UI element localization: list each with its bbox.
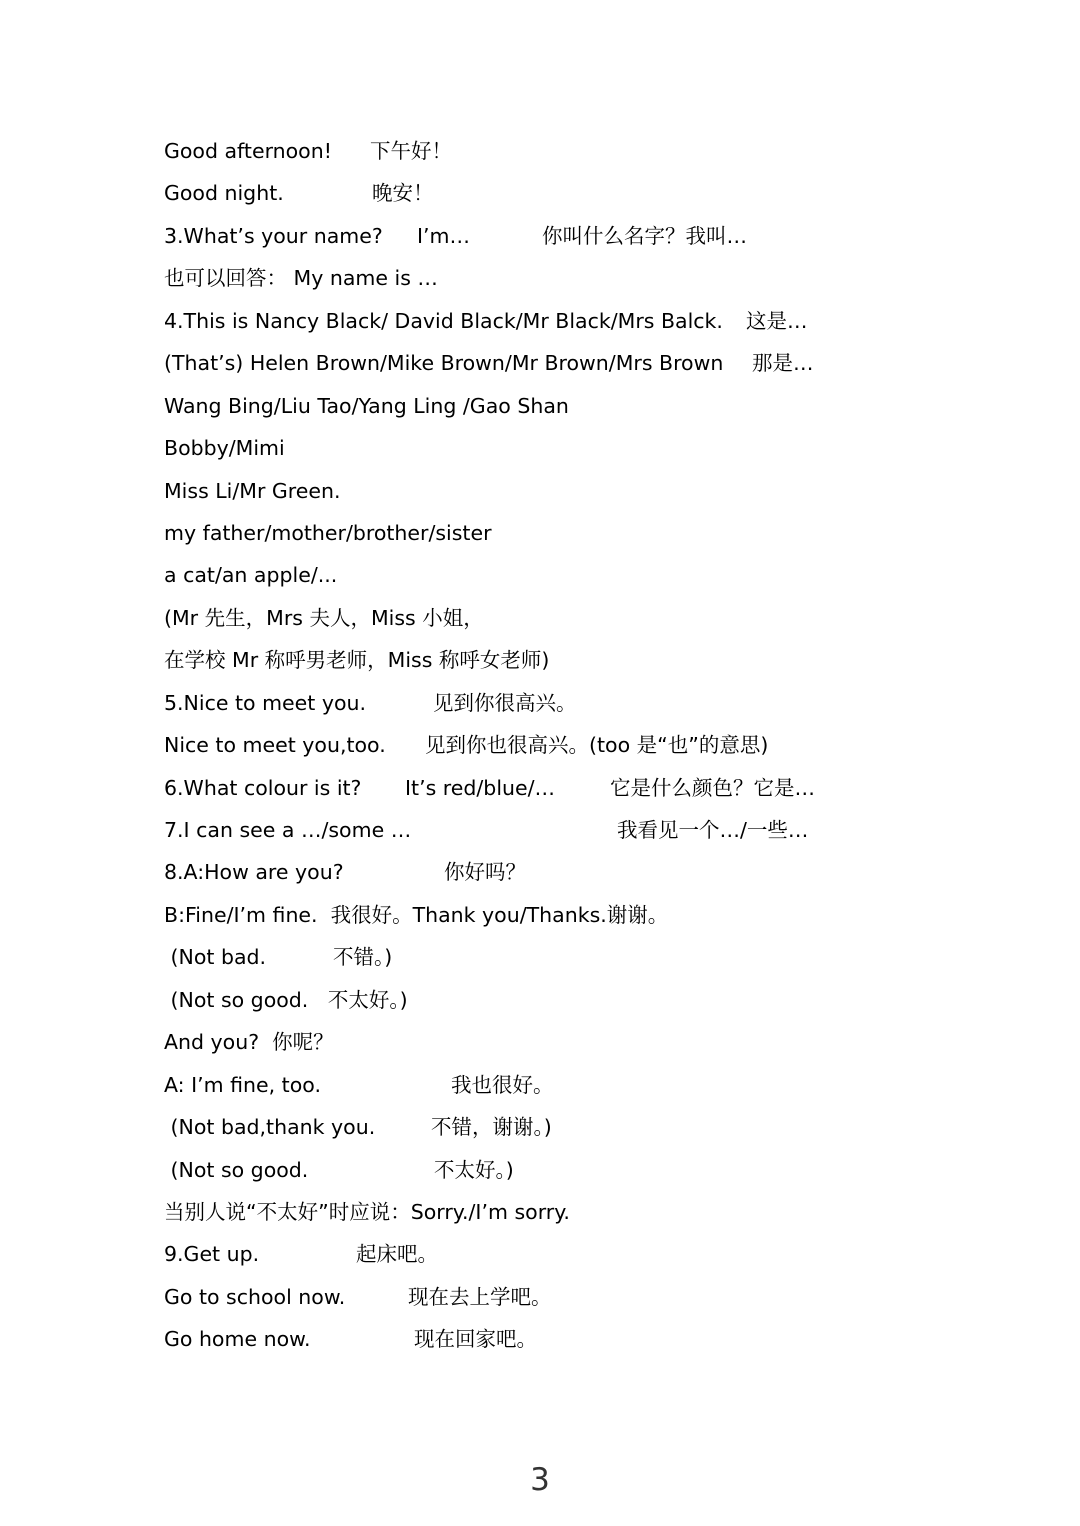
english-question: 8.A:How are you? bbox=[164, 860, 344, 885]
text-line bbox=[164, 851, 1004, 893]
text-line bbox=[164, 342, 1004, 384]
dialogue-answer: (Not bad,thank you. bbox=[164, 1115, 376, 1140]
dialogue-question: And you? 你呢？ bbox=[164, 1030, 334, 1055]
text-line bbox=[164, 215, 1004, 257]
chinese-translation: 你叫什么名字？我叫… bbox=[542, 223, 747, 248]
name-list: Wang Bing/Liu Tao/Yang Ling /Gao Shan bbox=[164, 393, 569, 418]
dialogue-answer: A: I’m fine, too. bbox=[164, 1072, 321, 1097]
chinese-translation: 我看见一个…/一些… bbox=[617, 818, 809, 842]
text-line bbox=[164, 1191, 1004, 1233]
chinese-translation: 这是… bbox=[746, 308, 808, 333]
text-line bbox=[164, 639, 1004, 681]
english-question: 6.What colour is it? bbox=[164, 775, 362, 800]
english-phrase: Go to school now. bbox=[164, 1284, 346, 1309]
chinese-translation: 见到你很高兴。 bbox=[433, 690, 577, 715]
text-line bbox=[164, 979, 1004, 1021]
text-line bbox=[164, 1021, 1004, 1063]
chinese-translation: 现在回家吧。 bbox=[414, 1327, 537, 1352]
note-text: 当别人说“不太好”时应说：Sorry./I’m sorry. bbox=[164, 1199, 570, 1224]
chinese-translation: 不错。) bbox=[333, 945, 393, 970]
text-line bbox=[164, 554, 1004, 596]
text-line bbox=[164, 385, 1004, 427]
text-line bbox=[164, 1149, 1004, 1191]
text-line bbox=[164, 597, 1004, 639]
text-line bbox=[164, 724, 1004, 766]
english-answer: I’m… bbox=[417, 223, 471, 248]
note-text: (Mr 先生，Mrs 夫人，Miss 小姐， bbox=[164, 605, 484, 630]
dialogue-answer: B:Fine/I’m fine. 我很好。Thank you/Thanks.谢谢。 bbox=[164, 902, 669, 927]
chinese-translation: 我也很好。 bbox=[451, 1072, 554, 1097]
note-text: 也可以回答： My name is … bbox=[164, 266, 438, 291]
note-text: 在学校 Mr 称呼男老师，Miss 称呼女老师) bbox=[164, 648, 550, 673]
english-phrase: 4.This is Nancy Black/ David Black/Mr Black/Mrs Balck. bbox=[164, 308, 723, 333]
text-line bbox=[164, 257, 1004, 299]
dialogue-answer: (Not so good. bbox=[164, 1157, 309, 1182]
text-line bbox=[164, 894, 1004, 936]
chinese-translation: 你好吗？ bbox=[444, 860, 526, 885]
english-phrase: 5.Nice to meet you. bbox=[164, 690, 367, 715]
english-phrase: Go home now. bbox=[164, 1327, 311, 1352]
english-phrase: 9.Get up. bbox=[164, 1242, 260, 1267]
text-line bbox=[164, 809, 1004, 851]
chinese-translation: 晚安！ bbox=[372, 181, 434, 206]
page-number: 3 bbox=[530, 1462, 550, 1498]
text-line bbox=[164, 1276, 1004, 1318]
chinese-translation: 不错，谢谢。) bbox=[431, 1115, 552, 1140]
chinese-translation: 起床吧。 bbox=[356, 1242, 438, 1267]
chinese-translation: 见到你也很高兴。(too 是“也”的意思) bbox=[425, 733, 769, 758]
text-line bbox=[164, 470, 1004, 512]
name-list: Miss Li/Mr Green. bbox=[164, 478, 341, 503]
english-phrase: Good afternoon! bbox=[164, 139, 332, 163]
dialogue-answer: (Not so good. 不太好。) bbox=[164, 987, 408, 1012]
text-line bbox=[164, 1106, 1004, 1148]
chinese-translation: 现在去上学吧。 bbox=[408, 1284, 552, 1309]
text-line bbox=[164, 130, 1004, 172]
chinese-translation: 那是… bbox=[752, 351, 814, 376]
text-line bbox=[164, 1318, 1004, 1360]
text-line bbox=[164, 767, 1004, 809]
text-line bbox=[164, 1233, 1004, 1275]
name-list: Bobby/Mimi bbox=[164, 436, 285, 461]
dialogue-answer: (Not bad. bbox=[164, 945, 267, 970]
text-line bbox=[164, 172, 1004, 214]
english-phrase: (That’s) Helen Brown/Mike Brown/Mr Brown/Mrs Brown bbox=[164, 351, 724, 376]
text-line bbox=[164, 1064, 1004, 1106]
text-body bbox=[164, 130, 1004, 1361]
text-line bbox=[164, 682, 1004, 724]
chinese-translation: 下午好！ bbox=[370, 139, 452, 163]
chinese-translation: 不太好。) bbox=[434, 1157, 514, 1182]
english-phrase: Good night. bbox=[164, 181, 284, 206]
english-phrase: 7.I can see a …/some … bbox=[164, 818, 412, 842]
word-list: a cat/an apple/... bbox=[164, 563, 338, 588]
english-phrase: Nice to meet you,too. bbox=[164, 733, 386, 758]
english-answer: It’s red/blue/… bbox=[405, 775, 556, 800]
text-line bbox=[164, 300, 1004, 342]
text-line bbox=[164, 427, 1004, 469]
english-question: 3.What’s your name? bbox=[164, 223, 383, 248]
text-line bbox=[164, 936, 1004, 978]
word-list: my father/mother/brother/sister bbox=[164, 520, 492, 545]
chinese-translation: 它是什么颜色？它是… bbox=[610, 775, 815, 800]
text-line bbox=[164, 512, 1004, 554]
